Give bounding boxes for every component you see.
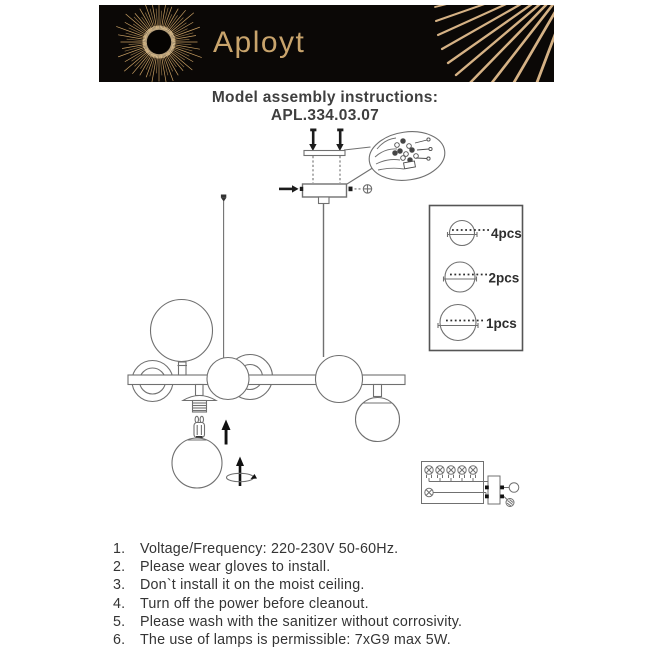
canopy-connector [319, 197, 330, 204]
socket-flare [183, 396, 216, 401]
list-item-number: 3. [113, 577, 126, 594]
list-item-number: 5. [113, 613, 126, 630]
part-count-label: 4pcs [491, 226, 522, 241]
wire-connection-callout [344, 127, 448, 185]
side-screw-right-icon [349, 187, 353, 192]
mount-strap [304, 151, 345, 156]
canopy [303, 184, 347, 197]
socket-stem [196, 385, 204, 396]
part-count-label: 2pcs [488, 270, 520, 286]
wire-junction [509, 483, 519, 493]
model-number: APL.334.03.07 [270, 106, 380, 124]
list-item-text: Voltage/Frequency: 220-230V 50-60Hz. [140, 541, 399, 557]
glass-globe-small [356, 398, 400, 442]
left-rod-cap [221, 195, 226, 202]
glass-globe-large [151, 300, 213, 362]
list-item-number: 2. [113, 559, 126, 576]
list-item [113, 576, 563, 594]
ceiling-mount-detail [279, 129, 372, 204]
up-arrow-icon [222, 420, 231, 445]
globe-stem-top [179, 362, 187, 375]
twist-rotation-icon [227, 457, 258, 487]
brand-name: Aployt [213, 26, 306, 59]
list-item-text: Please wash with the sanitizer without corrosivity. [140, 613, 463, 630]
list-item [113, 540, 563, 558]
ground-symbol-icon [506, 499, 514, 507]
page-title: Model assembly instructions: [211, 89, 439, 106]
chandelier-drawing [128, 195, 405, 442]
side-screw-arrow-left-icon [279, 185, 303, 192]
socket-thread [193, 401, 207, 413]
list-item [113, 558, 563, 576]
globe-stem-right [374, 385, 382, 397]
wiring-schematic [422, 462, 519, 507]
list-item-number: 6. [113, 632, 126, 649]
exploded-globe [172, 438, 222, 488]
list-item [113, 613, 563, 631]
parts-count-box [430, 206, 523, 351]
g9-bulb-icon [194, 416, 205, 438]
screw-head-icon [363, 185, 371, 193]
mount-screw-right-icon [336, 129, 343, 152]
list-item-text: The use of lamps is permissible: 7xG9 max 5W. [140, 632, 451, 649]
mount-screw-left-icon [309, 129, 316, 152]
instructions-list [113, 540, 563, 649]
list-item-number: 1. [113, 541, 126, 557]
list-item-text: Don`t install it on the moist ceiling. [140, 577, 365, 594]
terminal-block [488, 476, 500, 504]
list-item-text: Please wear gloves to install. [140, 559, 331, 576]
part-count-label: 1pcs [486, 316, 517, 331]
lamp-install-detail [172, 416, 257, 488]
list-item-number: 4. [113, 595, 126, 612]
glass-globe-center [207, 358, 249, 400]
list-item [113, 631, 563, 649]
list-item [113, 595, 563, 613]
list-item-text: Turn off the power before cleanout. [140, 595, 369, 612]
glass-globe-right [316, 356, 363, 403]
chandelier-bar [128, 375, 405, 385]
